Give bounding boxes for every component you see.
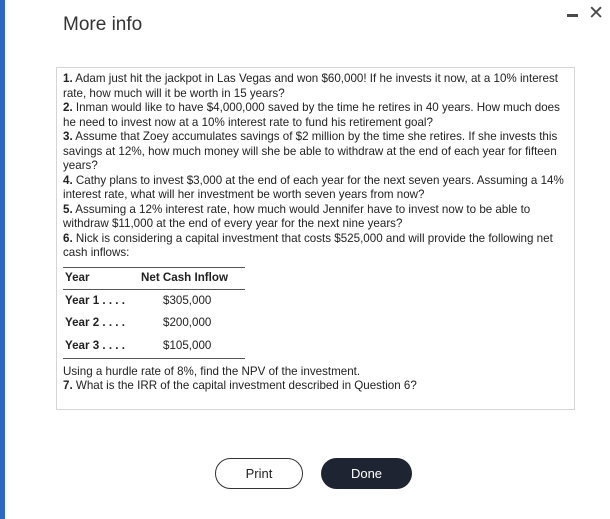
print-button[interactable]: Print: [215, 458, 303, 489]
done-button[interactable]: Done: [321, 458, 412, 489]
content-box: [56, 67, 575, 410]
npv-instruction: Using a hurdle rate of 8%, find the NPV of the investment.: [63, 364, 361, 378]
question-7: 7. What is the IRR of the capital investment described in Question 6?: [63, 379, 417, 392]
row-year: Year 2 . . . .: [65, 316, 125, 330]
cash-inflow-table: [63, 267, 245, 359]
question-4: 4. Cathy plans to invest $3,000 at the end of each year for the next seven years. Assuming a 14% interest rate, what will her investment be worth seven years from now?: [63, 173, 564, 201]
question-6: 6. Nick is considering a capital investment that costs $525,000 and will provide the following net cash inflows:: [63, 231, 553, 259]
header-year: Year: [63, 267, 139, 289]
question-5: 5. Assuming a 12% interest rate, how much would Jennifer have to invest now to be able to withdraw $11,000 at the end of every year for the next nine years?: [63, 202, 531, 230]
table-row: [63, 335, 245, 358]
row-value: $105,000: [139, 335, 245, 358]
row-year: Year 3 . . . .: [63, 335, 139, 358]
table-row: [63, 312, 245, 335]
question-2: 2. Inman would like to have $4,000,000 saved by the time he retires in 40 years. How much does he need to invest now at a 10% interest rate to fund his retirement goal?: [63, 101, 560, 129]
header-net-cash-inflow: Net Cash Inflow: [139, 267, 245, 289]
dialog-title: More info: [63, 14, 143, 35]
question-1: 1. Adam just hit the jackpot in Las Vegas and won $60,000! If he invests it now, at a 10% interest rate, how much will it be worth in 15 years?: [63, 72, 558, 100]
table-header-row: [63, 267, 245, 289]
row-value: $305,000: [163, 293, 212, 307]
close-icon[interactable]: ✕: [588, 2, 604, 24]
row-value: $200,000: [163, 316, 212, 330]
table-row: [63, 289, 245, 312]
more-info-dialog: [5, 0, 610, 519]
window-controls: [567, 4, 604, 23]
row-year: Year 1 . . . .: [65, 293, 125, 307]
question-3: 3. Assume that Zoey accumulates savings of $2 million by the time she retires. If she invests this savings at 12%, how much money will she be able to withdraw at the end of each year for fifteen years?: [63, 130, 558, 172]
minimize-icon[interactable]: [567, 14, 578, 17]
